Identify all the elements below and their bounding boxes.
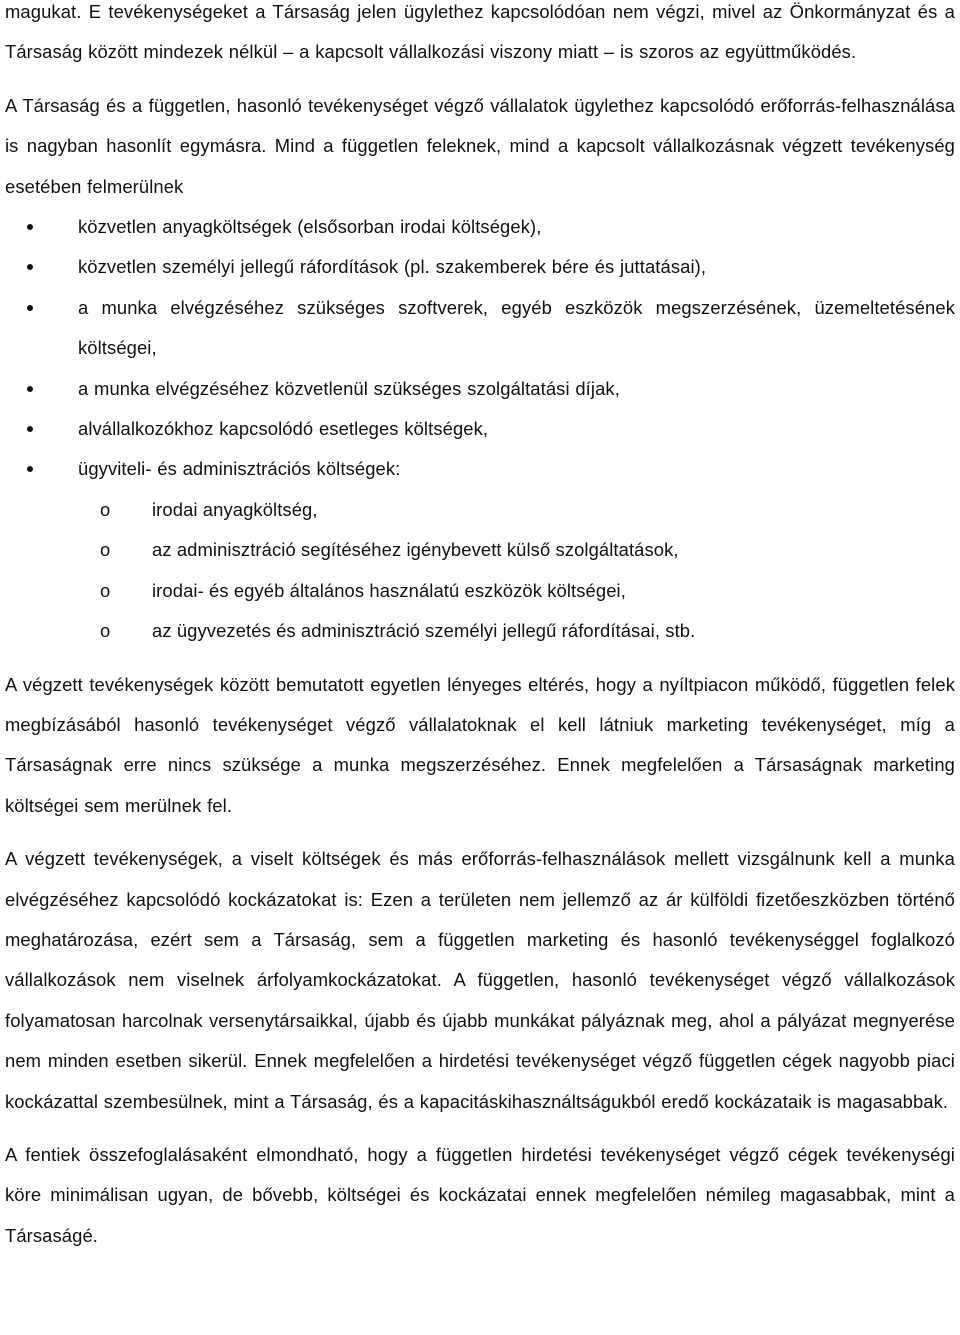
sub-bullet-marker: o [100, 620, 111, 642]
bullet-dot-icon [27, 466, 33, 472]
sub-bullet-marker: o [100, 579, 111, 601]
bullet-dot-icon [27, 386, 33, 392]
list-item-text: ügyviteli- és adminisztrációs költségek: [78, 458, 401, 480]
sub-list-item-text: az ügyvezetés és adminisztráció személyi jellegű ráfordításai, stb. [152, 620, 696, 642]
paragraph-marketing-difference: A végzett tevékenységek között bemutatott egyetlen lényeges eltérés, hogy a nyíltpiacon működő, független felek megbízásából hasonló tevékenységet végző vállalatoknak el kell látniuk marketing tevékenységet, míg a Társaságnak erre nincs szüksége a munka megszerzéséhez. Ennek megfelelően a Társaságnak marketing költségei sem merülnek fel. [5, 673, 955, 816]
list-item-text: közvetlen személyi jellegű ráfordítások (pl. szakemberek bére és juttatásai), [78, 256, 707, 278]
bullet-dot-icon [27, 264, 33, 270]
list-item [5, 369, 955, 409]
list-item-text: alvállalkozókhoz kapcsolódó esetleges költségek, [78, 418, 489, 440]
paragraph-cooperation: magukat. E tevékenységeket a Társaság jelen ügylethez kapcsolódóan nem végzi, mivel az Önkormányzat és a Társaság között mindezek nélkül – a kapcsolt vállalkozási viszony miatt – is szoros az együttműködés. [5, 1, 955, 63]
sub-list-item [5, 571, 955, 611]
bullet-dot-icon [27, 224, 33, 230]
sub-list-item [5, 490, 955, 530]
document-page [5, 0, 955, 1256]
list-item-text: a munka elvégzéséhez közvetlenül szükséges szolgáltatási díjak, [78, 377, 620, 399]
list-item-text: a munka elvégzéséhez szükséges szoftverek, egyéb eszközök megszerzésének, üzemeltetésének költségei, [78, 296, 955, 359]
paragraph-summary: A fentiek összefoglalásaként elmondható, hogy a független hirdetési tevékenységet végző cégek tevékenységi köre minimálisan ugyan, de bővebb, költségei és kockázatai ennek megfelelően némileg magasabbak, mint a Társaságé. [5, 1143, 955, 1246]
sub-list-item [5, 530, 955, 570]
list-item [5, 409, 955, 449]
sub-list-item-text: az adminisztráció segítéséhez igénybevett külső szolgáltatások, [152, 539, 679, 561]
paragraph-resource-usage: A Társaság és a független, hasonló tevékenységet végző vállalatok ügylethez kapcsolódó erőforrás-felhasználása is nagyban hasonlít egymásra. Mind a független feleknek, mind a kapcsolt vállalkozásnak végzett tevékenység esetében felmerülnek [5, 94, 955, 197]
list-item [5, 288, 955, 369]
list-item [5, 449, 955, 489]
admin-cost-sublist [5, 490, 955, 652]
bullet-dot-icon [27, 305, 33, 311]
list-item [5, 207, 955, 247]
cost-bullet-list [5, 207, 955, 490]
paragraph-risks: A végzett tevékenységek, a viselt költségek és más erőforrás-felhasználások mellett vizsgálnunk kell a munka elvégzéséhez kapcsolódó kockázatokat is: Ezen a területen nem jellemző az ár külföldi fizetőeszközben történő meghatározása, ezért sem a Társaság, sem a független marketing és hasonló tevékenységgel foglalkozó vállalkozások nem viselnek árfolyamkockázatokat. A független, hasonló tevékenységet végző vállalkozások folyamatosan harcolnak versenytársaikkal, újabb és újabb munkákat pályáznak meg, ahol a pályázat megnyerése nem minden esetben sikerül. Ennek megfelelően a hirdetési tevékenységet végző független cégek nagyobb piaci kockázattal szembesülnek, mint a Társaság, és a kapacitáskihasználtságukból eredő kockázataik is magasabbak. [5, 848, 955, 1112]
sub-list-item-text: irodai anyagköltség, [152, 498, 318, 520]
list-item [5, 247, 955, 287]
list-item-text: közvetlen anyagköltségek (elsősorban irodai költségek), [78, 216, 542, 238]
bullet-dot-icon [27, 426, 33, 432]
sub-bullet-marker: o [100, 498, 111, 520]
sub-bullet-marker: o [100, 539, 111, 561]
sub-list-item-text: irodai- és egyéb általános használatú eszközök költségei, [152, 579, 626, 601]
sub-list-item [5, 611, 955, 651]
